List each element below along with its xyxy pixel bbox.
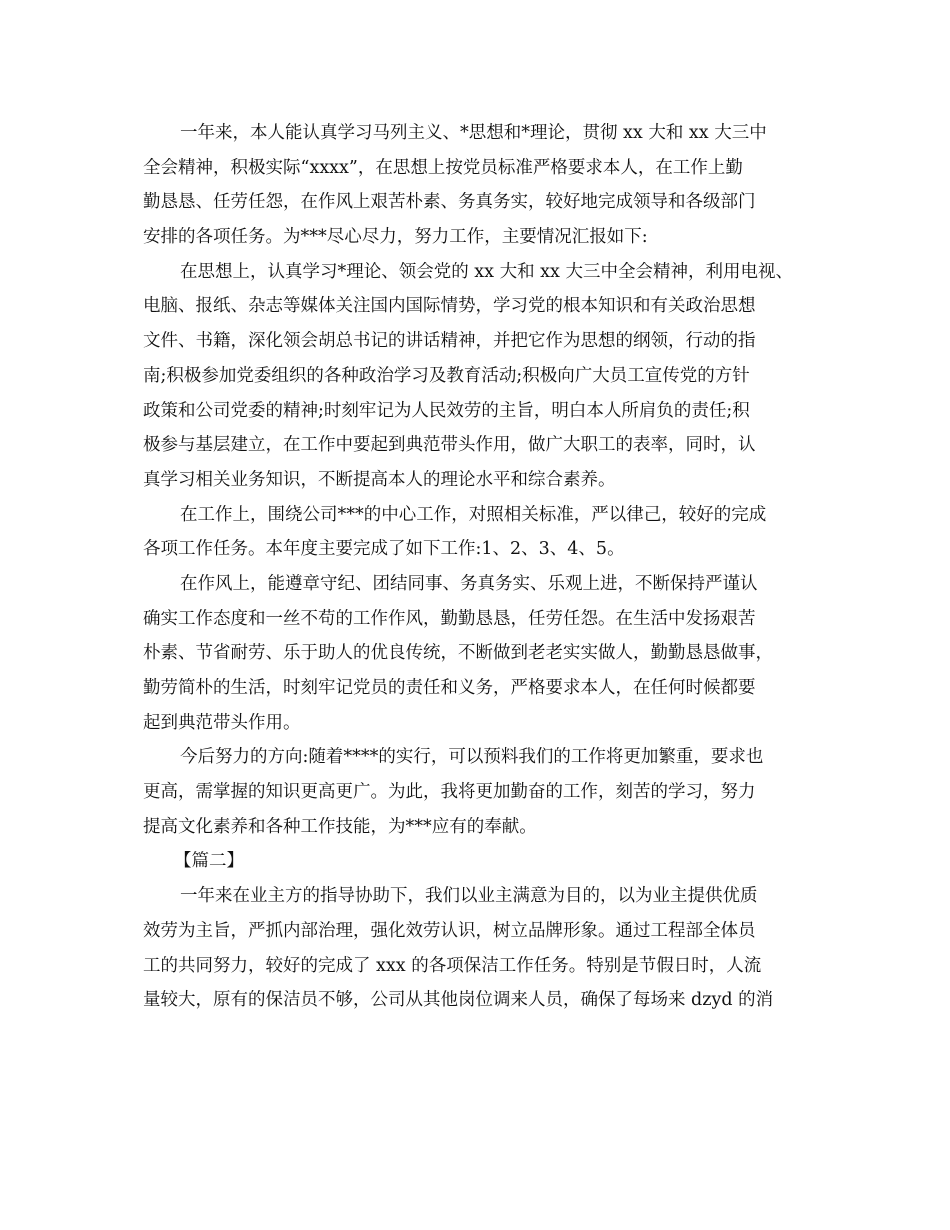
paragraph-line: 效劳为主旨，严抓内部治理，强化效劳认识，树立品牌形象。通过工程部全体员 bbox=[143, 920, 756, 941]
paragraph-line: 在思想上，认真学习*理论、领会党的 xx 大和 xx 大三中全会精神，利用电视、 bbox=[180, 261, 793, 282]
document-body bbox=[0, 116, 950, 1018]
paragraph-line: 量较大，原有的保洁员不够，公司从其他岗位调来人员，确保了每场来 dzyd 的消 bbox=[143, 990, 774, 1011]
paragraph-line: 勤劳简朴的生活，时刻牢记党员的责任和义务，严格要求本人，在任何时候都要 bbox=[143, 678, 756, 698]
paragraph-line: 在作风上，能遵章守纪、团结同事、务真务实、乐观上进，不断保持严谨认 bbox=[180, 573, 758, 594]
paragraph-line: 各项工作任务。本年度主要完成了如下工作:1、2、3、4、5。 bbox=[143, 539, 625, 560]
paragraph-line: 南;积极参加党委组织的各种政治学习及教育活动;积极向广大员工宣传党的方针 bbox=[143, 365, 750, 386]
paragraph-line: 勤恳恳、任劳任怨，在作风上艰苦朴素、务真务实，较好地完成领导和各级部门 bbox=[143, 192, 756, 213]
paragraph-line: 极参与基层建立，在工作中要起到典范带头作用，做广大职工的表率，同时，认 bbox=[143, 435, 756, 456]
paragraph-line: 提高文化素养和各种工作技能，为***应有的奉献。 bbox=[143, 816, 537, 837]
paragraph-line: 工的共同努力，较好的完成了 xxx 的各项保洁工作任务。特别是节假日时，人流 bbox=[143, 955, 762, 976]
paragraph-line: 朴素、节省耐劳、乐于助人的优良传统，不断做到老老实实做人，勤勤恳恳做事， bbox=[143, 643, 773, 664]
paragraph-line: 一年来在业主方的指导协助下，我们以业主满意为目的，以为业主提供优质 bbox=[180, 886, 758, 907]
paragraph-line: 更高，需掌握的知识更高更广。为此，我将更加勤奋的工作，刻苦的学习，努力 bbox=[143, 782, 756, 803]
paragraph-line: 确实工作态度和一丝不苟的工作作风，勤勤恳恳，任劳任怨。在生活中发扬艰苦 bbox=[143, 608, 756, 629]
paragraph-line: 安排的各项任务。为***尽心尽力，努力工作，主要情况汇报如下: bbox=[143, 227, 648, 248]
paragraph-line: 真学习相关业务知识，不断提高本人的理论水平和综合素养。 bbox=[143, 469, 616, 490]
paragraph-line: 起到典范带头作用。 bbox=[143, 712, 301, 733]
section-heading: 【篇二】 bbox=[174, 851, 244, 872]
paragraph-line: 今后努力的方向:随着****的实行，可以预料我们的工作将更加繁重，要求也 bbox=[180, 747, 764, 768]
paragraph-line: 电脑、报纸、杂志等媒体关注国内国际情势，学习党的根本知识和有关政治思想 bbox=[143, 296, 756, 317]
paragraph-line: 在工作上，围绕公司***的中心工作，对照相关标准，严以律己，较好的完成 bbox=[180, 504, 767, 525]
paragraph-line: 一年来，本人能认真学习马列主义、*思想和*理论，贯彻 xx 大和 xx 大三中 bbox=[180, 123, 767, 143]
paragraph-line: 文件、书籍，深化领会胡总书记的讲话精神，并把它作为思想的纲领，行动的指 bbox=[143, 331, 756, 352]
paragraph-line: 全会精神，积极实际“xxxx”，在思想上按党员标准严格要求本人，在工作上勤 bbox=[143, 157, 743, 178]
paragraph-line: 政策和公司党委的精神;时刻牢记为人民效劳的主旨，明白本人所肩负的责任;积 bbox=[143, 400, 750, 421]
